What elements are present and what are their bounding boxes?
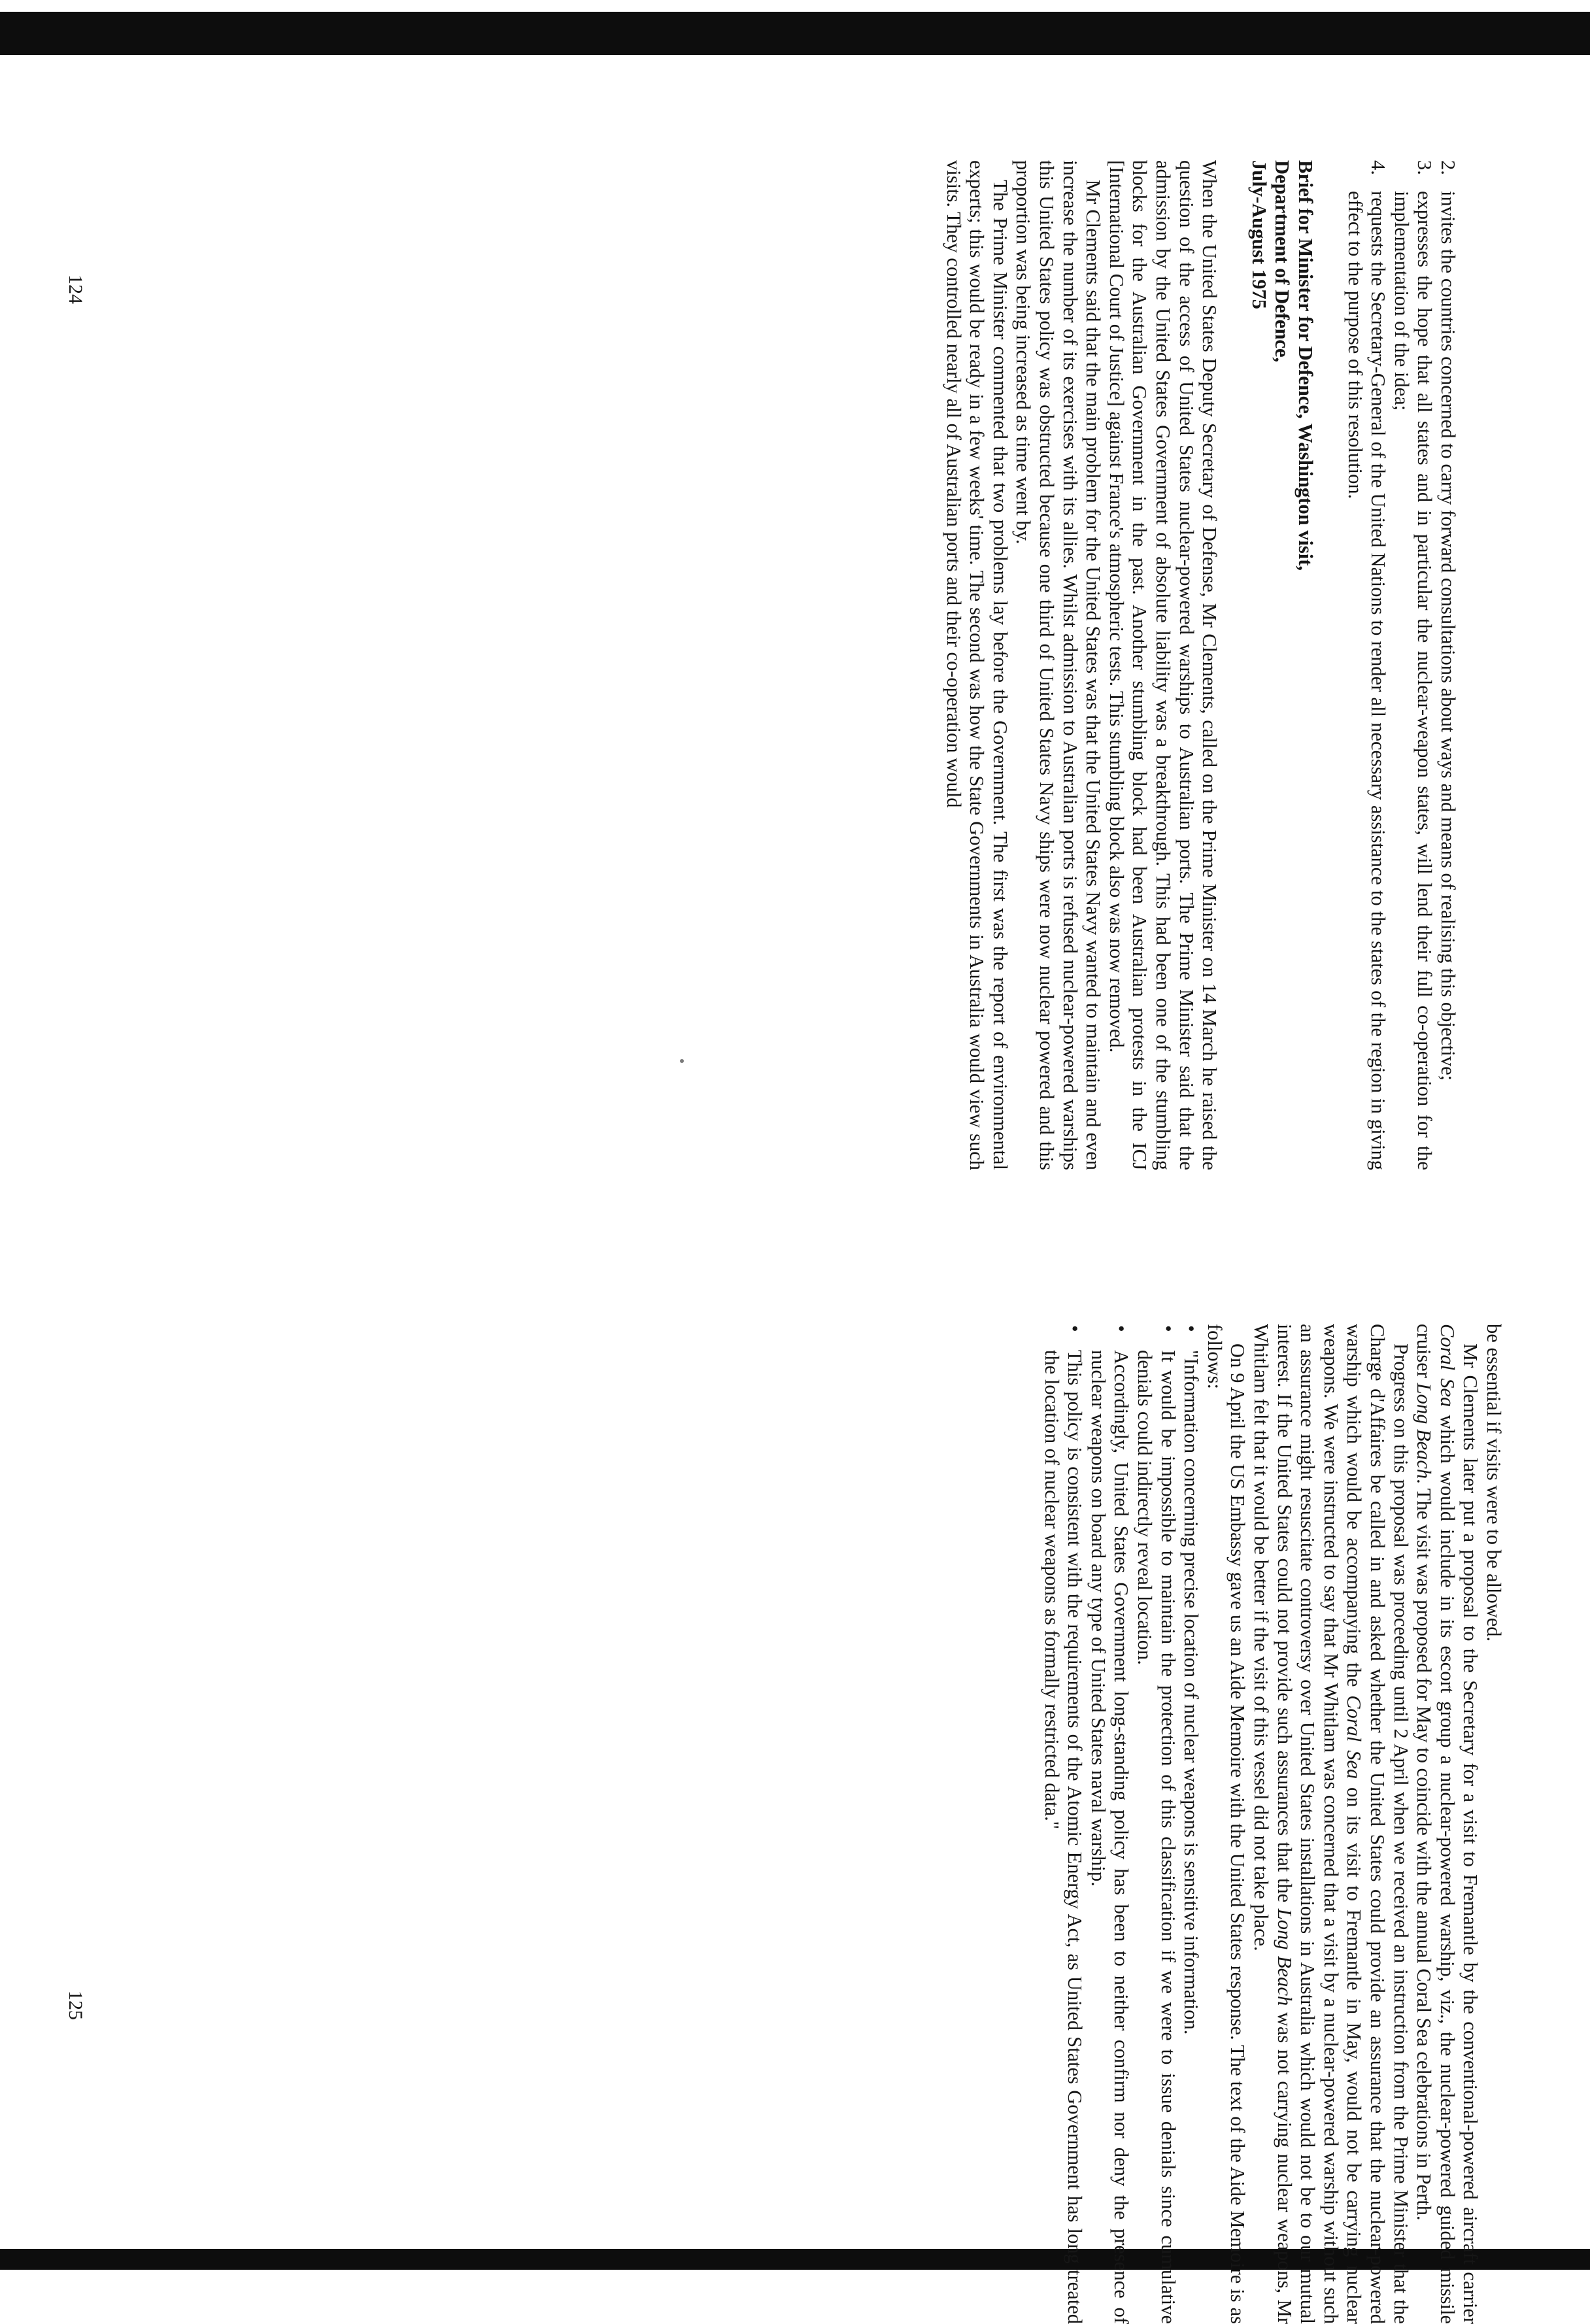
resolution-list xyxy=(1343,160,1459,1170)
right-page xyxy=(1040,1324,1505,2324)
bullet-item xyxy=(1086,1324,1132,2324)
text-run: on its visit to Fremantle in May, would not be carrying nuclear weapons. We were instructed to say that Mr Whitlam was concerned that a visit by a nuclear-powered warship without such an assurance might resuscitate controversy over United States installations in Australia which would not be to our mutual interest. If the United States could not provide such assurances that the xyxy=(1273,1324,1366,2324)
page-number: 124 xyxy=(65,275,86,304)
body-paragraph xyxy=(1249,1324,1412,2324)
text-run: Mr Clements later put a proposal to the Secretary for a visit to Fremantle by the conventional-powered aircraft carrier xyxy=(1459,1343,1482,2324)
bullet-item xyxy=(1133,1324,1179,2324)
item-number: 3. xyxy=(1413,160,1436,175)
text-run: . The visit was proposed for May to coincide with the annual Coral Sea celebrations in Perth. xyxy=(1413,1479,1436,2221)
brief-heading xyxy=(1247,160,1317,1170)
item-text: expresses the hope that all states and in particular the nuclear-weapon states, will lend their full co-operation for the implementation of the idea; xyxy=(1390,191,1436,1170)
text-run: Progress on this proposal was proceeding until 2 April when we received an instruction from the Prime Minister that the Charge d'Affaires be called in and asked whether the United States could provide an assurance that the nuclear-powered warship which would be accompanying the xyxy=(1343,1324,1412,2324)
text-run: was not carrying nuclear weapons, Mr Whitlam felt that it would be better if the visit of this vessel did not take place. xyxy=(1250,1324,1296,2324)
body-paragraph: Mr Clements said that the main problem for the United States was that the United States Navy wanted to maintain and even increase the number of its exercises with its allies. Whilst admission to Australian ports is refused nuclear-powered warships this United States policy was obstructed because one third of United States Navy ships were now nuclear powered and this proportion was being increased as time went by. xyxy=(1012,160,1105,1170)
body-paragraph: When the United States Deputy Secretary of Defense, Mr Clements, called on the Prime Minister on 14 March he raised the question of the access of United States nuclear-powered warships to Australian ports. The Prime Minister said that the admission by the United States Government of absolute liability was a breakthrough. This had been one of the stumbling blocks for the Australian Government in the past. Another stumbling block had been Australian protests in the ICJ [International Court of Justice] against France's atmospheric tests. This stumbling block also was now removed. xyxy=(1105,160,1221,1170)
body-paragraph xyxy=(1412,1324,1482,2324)
bullet-item xyxy=(1179,1324,1203,2324)
bullet-item xyxy=(1040,1324,1086,2324)
body-paragraph: On 9 April the US Embassy gave us an Aide Memoire with the United States response. The text of the Aide Memoire is as follows: xyxy=(1203,1324,1249,2324)
left-page xyxy=(941,160,1459,1170)
resolution-item xyxy=(1343,160,1389,1170)
page-number: 125 xyxy=(65,1991,86,2020)
bullet-text: Accordingly, United States Government long-standing policy has been to neither confirm nor deny the presence of nuclear weapons on board any type of United States naval warship. xyxy=(1087,1350,1133,2324)
text-run: which would include in its escort group a nuclear-powered warship, viz., the nuclear-powered guided missile cruiser xyxy=(1413,1324,1459,2324)
bullet-icon: • xyxy=(1180,1325,1203,1332)
resolution-item xyxy=(1436,160,1459,1170)
bullet-text: This policy is consistent with the requirements of the Atomic Energy Act, as United States Government has long treated the location of nuclear weapons as formally restricted data." xyxy=(1040,1350,1087,2324)
ship-name: Coral Sea xyxy=(1343,1695,1366,1779)
heading-line: July-August 1975 xyxy=(1247,160,1270,309)
continued-text: be essential if visits were to be allowed. xyxy=(1483,1324,1505,1642)
heading-line: Department of Defence, xyxy=(1271,160,1294,363)
item-number: 4. xyxy=(1367,160,1390,175)
heading-line: Brief for Minister for Defence, Washington visit, xyxy=(1294,160,1317,571)
body-paragraph: The Prime Minister commented that two problems lay before the Government. The first was the report of environmental experts; this would be ready in a few weeks' time. The second was how the State Governments in Australia would view such visits. They controlled nearly all of Australian ports and their co-operation would xyxy=(942,160,1011,1170)
aide-memoire-list xyxy=(1040,1324,1202,2324)
bullet-icon: • xyxy=(1157,1325,1179,1332)
bullet-icon: • xyxy=(1064,1325,1087,1332)
item-text: invites the countries concerned to carry forward consultations about ways and means of realising this objective; xyxy=(1437,191,1459,1081)
ship-name: Long Beach xyxy=(1273,1908,1296,2006)
bullet-text: It would be impossible to maintain the protection of this classification if we were to issue denials since cumulative denials could indirectly reveal location. xyxy=(1134,1350,1179,2324)
item-number: 2. xyxy=(1437,160,1459,175)
bullet-text: "Information concerning precise location of nuclear weapons is sensitive information. xyxy=(1180,1350,1203,2035)
bullet-icon: • xyxy=(1110,1325,1133,1332)
ship-name: Long Beach xyxy=(1413,1383,1436,1479)
resolution-item xyxy=(1389,160,1436,1170)
ship-name: Coral Sea xyxy=(1436,1324,1459,1407)
item-text: requests the Secretary-General of the United Nations to render all necessary assistance to the states of the region in giving effect to the purpose of this resolution. xyxy=(1344,191,1390,1170)
